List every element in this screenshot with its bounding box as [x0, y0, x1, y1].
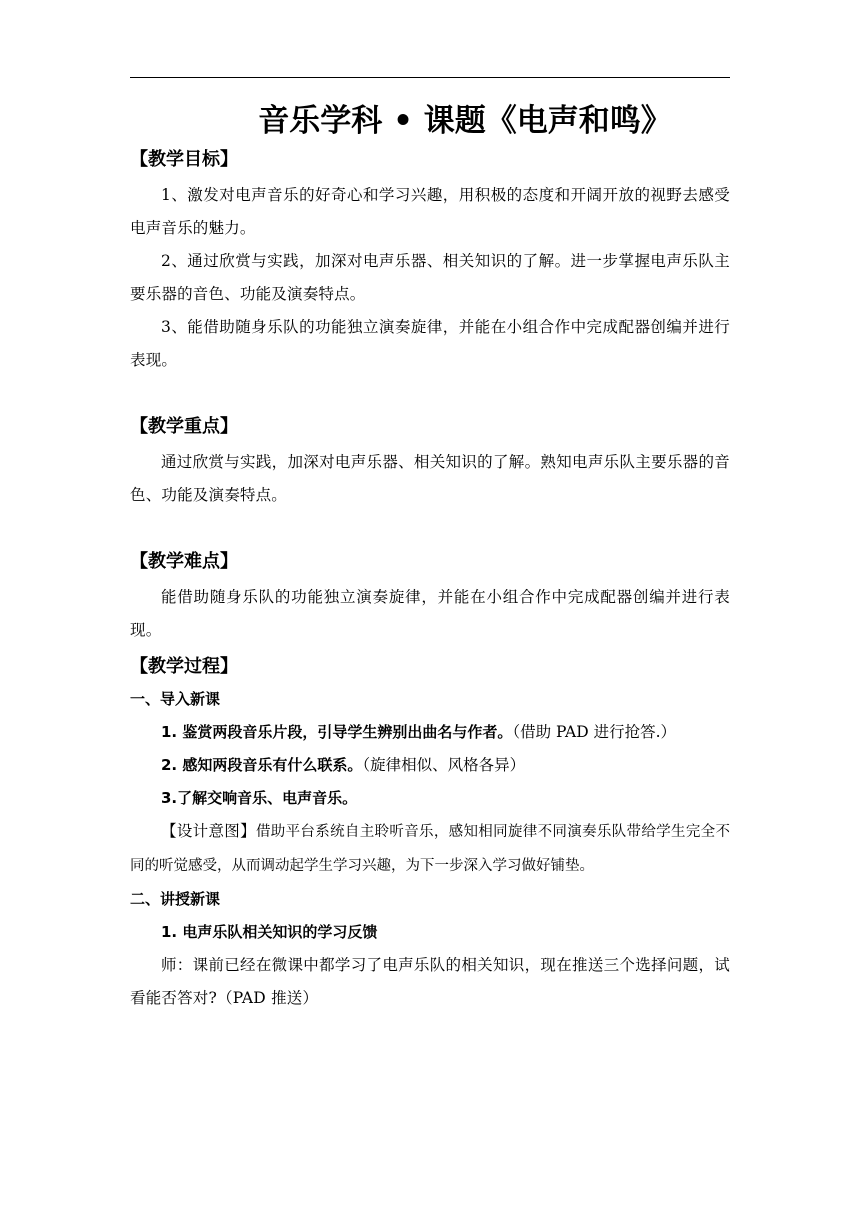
teacher-text: 师：课前已经在微课中都学习了电声乐队的相关知识，现在推送三个选择问题，试看能否答对?（PAD 推送）	[130, 956, 730, 1007]
objective-item: 1、激发对电声音乐的好奇心和学习兴趣，用积极的态度和开阔开放的视野去感受电声音乐的魅力。	[130, 186, 730, 237]
objective-item: 3、能借助随身乐队的功能独立演奏旋律，并能在小组合作中完成配器创编并进行表现。	[130, 318, 730, 369]
part1-heading: 一、导入新课	[130, 690, 221, 708]
part1-item	[130, 749, 730, 782]
key-points-text: 通过欣赏与实践，加深对电声乐器、相关知识的了解。熟知电声乐队主要乐器的音色、功能及演奏特点。	[130, 453, 730, 504]
design-intent-label: 【设计意图】	[161, 822, 256, 840]
part1-item-normal: （旋律相似、风格各异）	[362, 756, 526, 774]
objective-item: 2、通过欣赏与实践，加深对电声乐器、相关知识的了解。进一步掌握电声乐队主要乐器的音色、功能及演奏特点。	[130, 252, 730, 303]
part2-item	[130, 916, 730, 949]
design-intent	[130, 815, 730, 883]
part1-item	[130, 782, 730, 815]
part2-heading: 二、讲授新课	[130, 890, 221, 908]
part2-item-bold: 1. 电声乐队相关知识的学习反馈	[161, 923, 378, 941]
part1-item-bold: 1. 鉴赏两段音乐片段，引导学生辨别出曲名与作者。	[161, 723, 513, 741]
part1-item-bold: 2. 感知两段音乐有什么联系。	[161, 756, 363, 774]
header-rule	[130, 77, 730, 78]
design-intent-text: 借助平台系统自主聆听音乐，感知相同旋律不同演奏乐队带给学生完全不同的听觉感受，从而调动起学生学习兴趣，为下一步深入学习做好铺垫。	[130, 824, 730, 874]
document-title: 音乐学科 • 课题《电声和鸣》	[258, 103, 672, 139]
document-page	[130, 88, 730, 1015]
part1-item-bold: 3.了解交响音乐、电声音乐。	[161, 789, 358, 807]
objectives-heading: 【教学目标】	[130, 149, 238, 170]
part1-item	[130, 716, 730, 749]
difficulties-text: 能借助随身乐队的功能独立演奏旋律，并能在小组合作中完成配器创编并进行表现。	[130, 588, 730, 639]
difficulties-heading: 【教学难点】	[130, 551, 238, 572]
key-points-heading: 【教学重点】	[130, 416, 238, 437]
process-heading: 【教学过程】	[130, 656, 238, 677]
part1-item-normal: （借助 PAD 进行抢答.）	[512, 723, 677, 741]
